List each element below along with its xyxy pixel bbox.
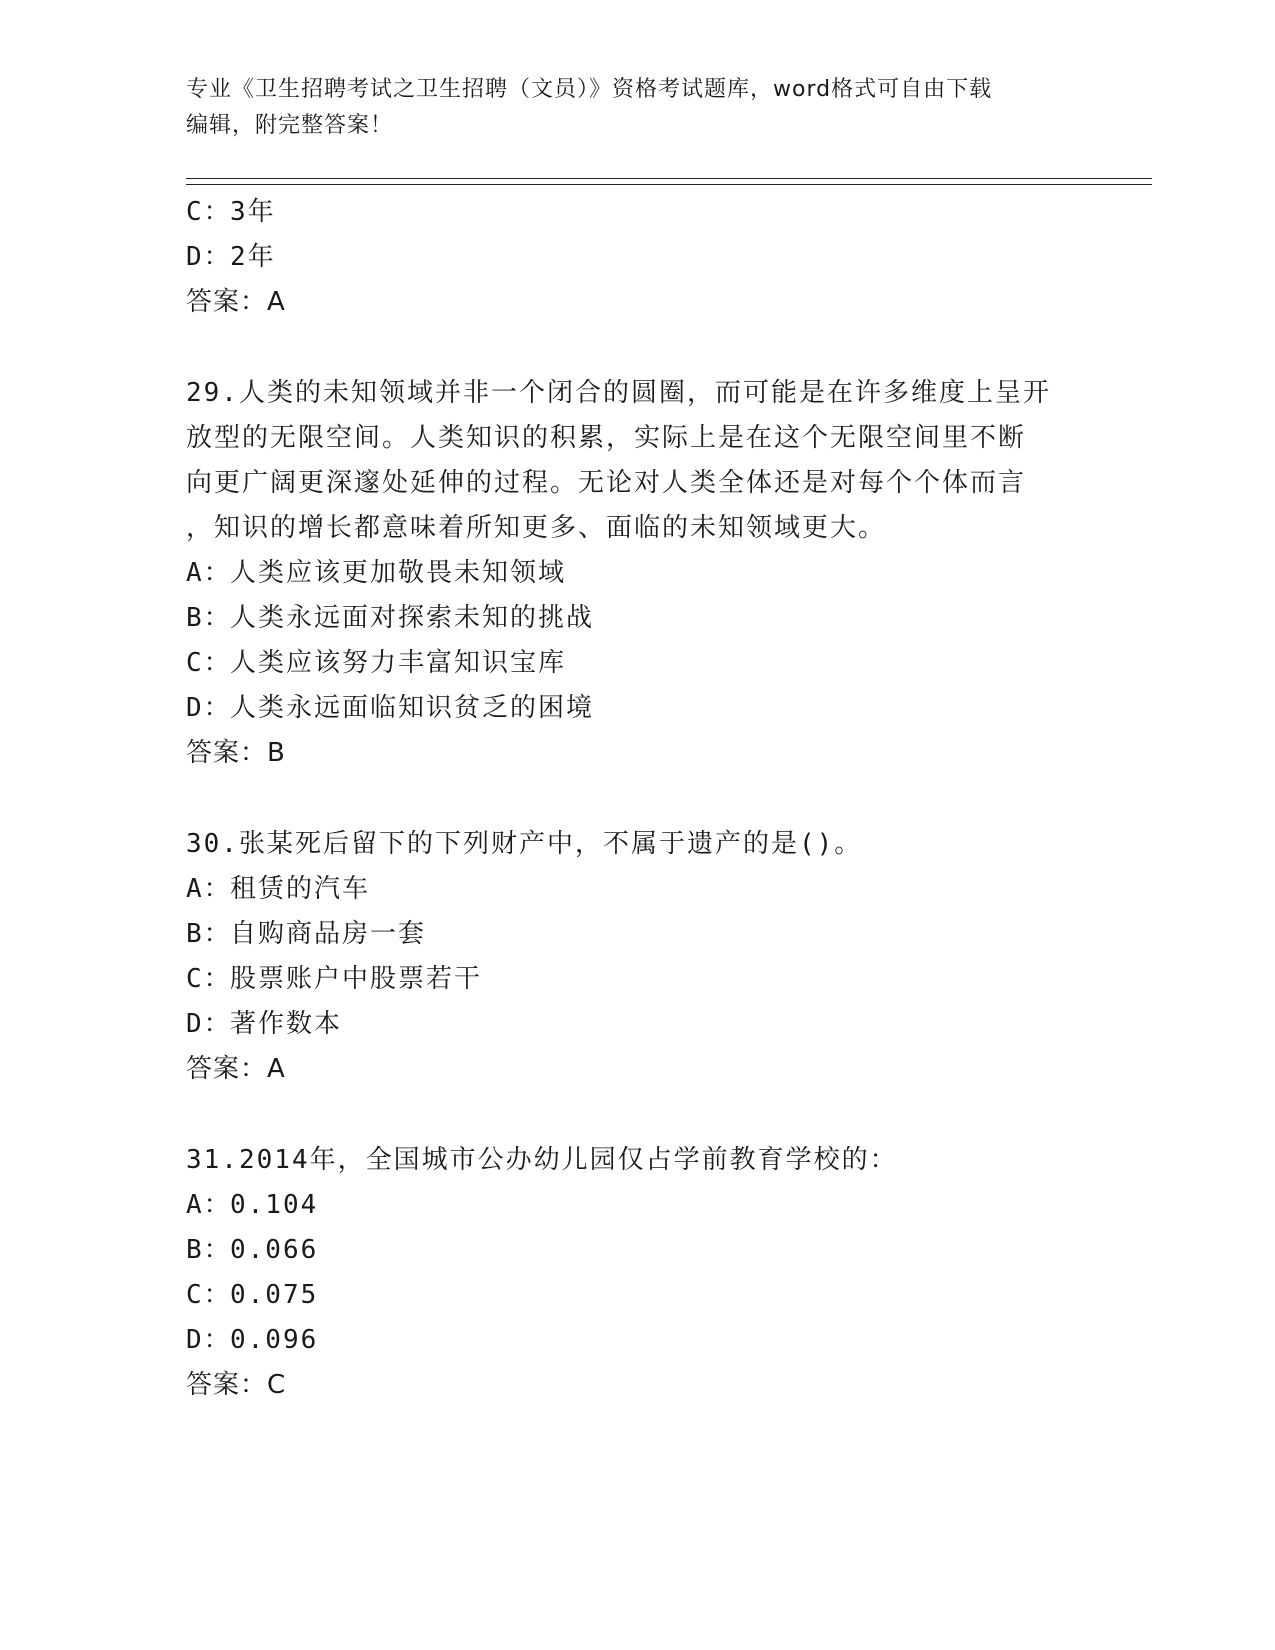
option-b: B：自购商品房一套 [186, 919, 427, 949]
option-d: D：2年 [186, 242, 276, 272]
header-divider-bottom [186, 184, 1152, 185]
question-fragment [186, 190, 1086, 325]
question-stem: 31.2014年，全国城市公办幼儿园仅占学前教育学校的： [186, 1145, 898, 1175]
option-c: C：股票账户中股票若干 [186, 964, 483, 994]
option-a: A：0.104 [186, 1190, 319, 1220]
option-d: D：0.096 [186, 1325, 319, 1355]
answer-label: 答案：B [186, 738, 286, 768]
option-b: B：人类永远面对探索未知的挑战 [186, 603, 595, 633]
document-header [186, 72, 1066, 144]
question-stem: 向更广阔更深邃处延伸的过程。无论对人类全体还是对每个个体而言 [186, 468, 1027, 498]
answer-label: 答案：A [186, 1054, 286, 1084]
answer-label: 答案：C [186, 1370, 287, 1400]
question-31 [186, 1138, 1086, 1408]
question-stem: 放型的无限空间。人类知识的积累，实际上是在这个无限空间里不断 [186, 423, 1027, 453]
header-line-1: 专业《卫生招聘考试之卫生招聘（文员）》资格考试题库，word格式可自由下载 [186, 77, 993, 102]
option-c: C：人类应该努力丰富知识宝库 [186, 648, 567, 678]
option-a: A：人类应该更加敬畏未知领域 [186, 558, 567, 588]
question-stem: 29.人类的未知领域并非一个闭合的圆圈，而可能是在许多维度上呈开 [186, 378, 1051, 408]
option-d: D：著作数本 [186, 1009, 343, 1039]
header-divider-top [186, 178, 1152, 179]
option-b: B：0.066 [186, 1235, 319, 1265]
option-a: A：租赁的汽车 [186, 874, 371, 904]
question-stem: ，知识的增长都意味着所知更多、面临的未知领域更大。 [186, 513, 887, 543]
question-29 [186, 371, 1086, 776]
question-30 [186, 822, 1086, 1092]
option-c: C：0.075 [186, 1280, 319, 1310]
option-d: D：人类永远面临知识贫乏的困境 [186, 693, 595, 723]
question-content [186, 190, 1086, 1408]
header-line-2: 编辑，附完整答案！ [186, 113, 394, 138]
question-stem: 30.张某死后留下的下列财产中，不属于遗产的是()。 [186, 829, 863, 859]
option-c: C：3年 [186, 197, 276, 227]
answer-label: 答案：A [186, 287, 286, 317]
